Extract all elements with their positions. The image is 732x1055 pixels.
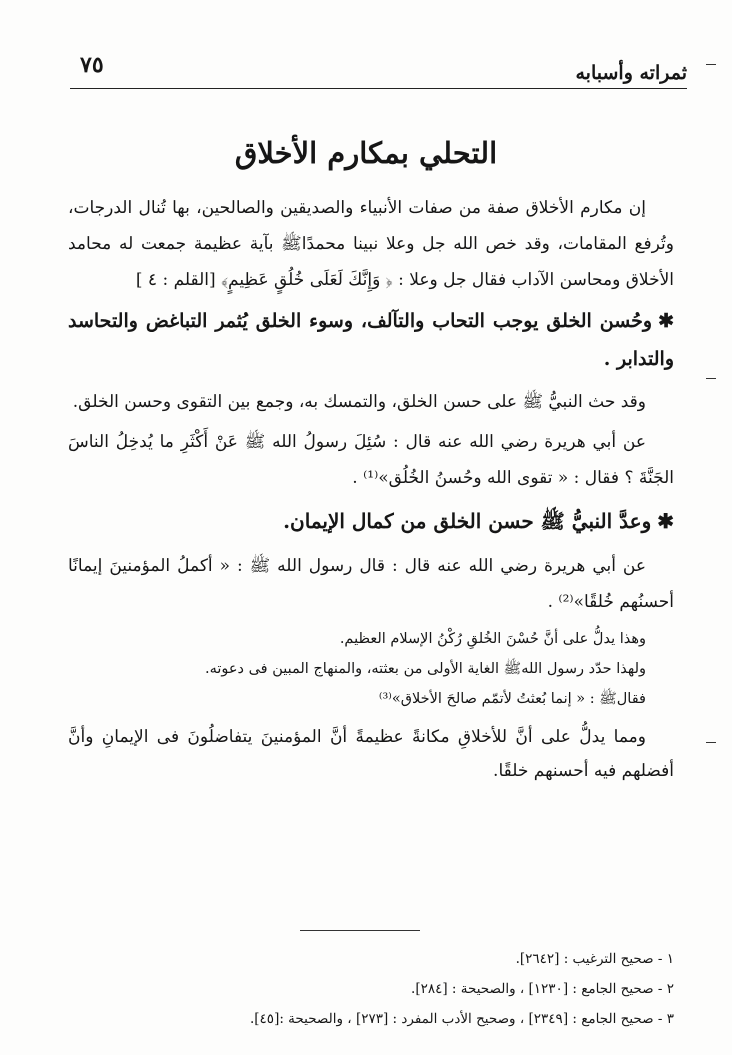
asterisk-icon: ✱ (658, 310, 674, 332)
hadith-taqwa-paragraph: عن أبي هريرة رضي الله عنه قال : سُئِلَ رسولُ الله ﷺ عَنْ أَكْثَرِ ما يُدخِلُ الناسَ الجَنَّةَ ؟ فقال : « تقوى الله وحُسنُ الخُلُق»⁽¹⁾ . (68, 432, 674, 488)
prophet-urged-paragraph: وقد حث النبيُّ ﷺ على حسن الخلق، والتمسك به، وجمع بين التقوى وحسن الخلق. (72, 392, 646, 412)
footnote-1: ١ - صحيح الترغيب : [٢٦٤٢]. (515, 951, 674, 967)
point-good-character (68, 302, 674, 378)
scan-margin-mark (706, 64, 716, 65)
header-rule (70, 88, 687, 89)
hadith-best-believers-paragraph: عن أبي هريرة رضي الله عنه قال : قال رسول الله ﷺ : « أكملُ المؤمنينَ إيمانًا أحسنُهم خُلقًا»⁽²⁾ . (68, 556, 674, 612)
mission-line: ولهذا حدّد رسول اللهﷺ الغاية الأولى من بعثته، والمنهاج المبين فى دعوته. (204, 661, 646, 677)
footnotes (68, 944, 674, 1034)
running-title: ثمراته وأسبابه (575, 62, 687, 84)
pillar-line: وهذا يدلُّ على أنَّ حُسْنَ الخُلقِ رُكْنُ الإسلام العظيم. (339, 631, 646, 647)
footnote-2: ٢ - صحيح الجامع : [١٢٣٠] ، والصحيحة : [٢٨٤]. (411, 981, 674, 997)
scan-margin-mark (706, 742, 716, 743)
running-header (70, 48, 687, 86)
intro-paragraph: إن مكارم الأخلاق صفة من صفات الأنبياء والصديقين والصالحين، بها تُنال الدرجات، وتُرفع المقامات، وقد خص الله جل وعلا نبينا محمدًاﷺ بآية عظيمة جمعت له محامد الأخلاق ومحاسن الآداب فقال جل وعلا : ﴿ وَإِنَّكَ لَعَلَى خُلُقٍ عَظِيمٍ﴾ [القلم : ٤ ] (68, 198, 674, 290)
page-number: ٧٥ (80, 52, 104, 78)
page-body (68, 190, 674, 792)
footnote-3: ٣ - صحيح الجامع : [٢٣٤٩] ، وصحيح الأدب المفرد : [٢٧٣] ، والصحيحة :[٤٥]. (249, 1011, 674, 1027)
asterisk-icon: ✱ (657, 509, 674, 533)
point-text: وعدَّ النبيُّ ﷺ حسن الخلق من كمال الإيمان. (283, 509, 652, 533)
closing-paragraph: ومما يدلُّ على أنَّ للأخلاقِ مكانةً عظيمةً أنَّ المؤمنينَ يتفاضلُونَ فى الإيمانِ وأنَّ أفضلهم فيه أحسنهم خلقًا. (68, 727, 674, 781)
point-perfection-of-faith (68, 500, 674, 542)
footnote-divider (300, 930, 420, 931)
scan-margin-mark (706, 378, 716, 379)
chapter-title: التحلي بمكارم الأخلاق (234, 136, 498, 170)
perfect-morals-line: فقالﷺ : « إنما بُعثتُ لأتمّم صالحَ الأخلاق»⁽³⁾ (378, 691, 646, 707)
point-text: وحُسن الخلق يوجب التحاب والتآلف، وسوء الخلق يُثمر التباغض والتحاسد والتدابر . (68, 310, 674, 370)
